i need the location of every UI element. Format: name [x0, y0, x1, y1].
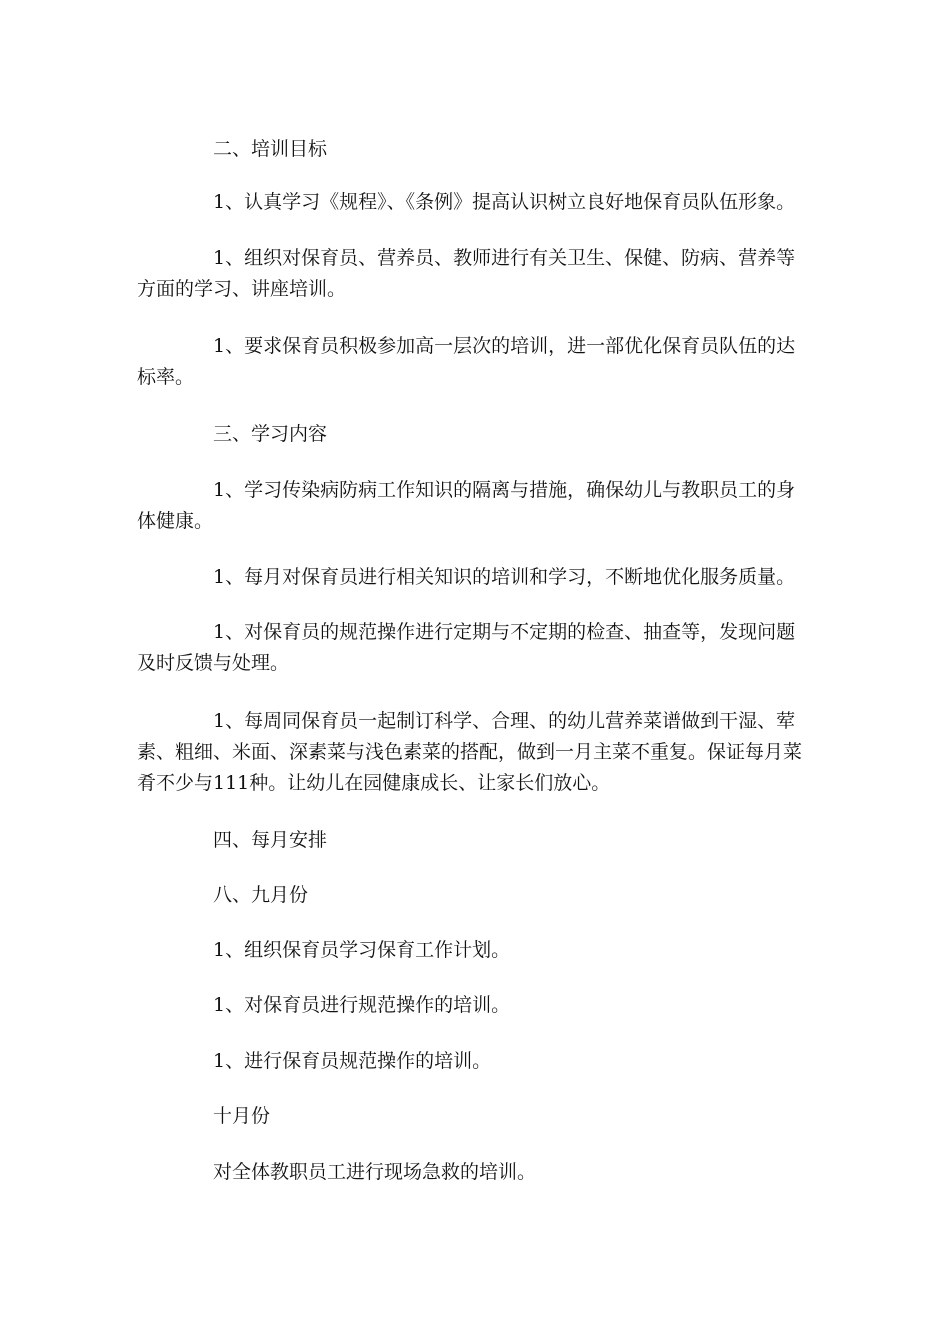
paragraph: 1、学习传染病防病工作知识的隔离与措施，确保幼儿与教职员工的身体健康。: [137, 479, 796, 532]
month-heading-october: 十月份: [213, 1105, 271, 1127]
section-heading-monthly-schedule: 四、每月安排: [213, 829, 328, 851]
month-heading-aug-sep: 八、九月份: [213, 884, 309, 906]
paragraph: 1、对保育员的规范操作进行定期与不定期的检查、抽查等，发现问题及时反馈与处理。: [137, 621, 796, 674]
section-heading-training-goals: 二、培训目标: [213, 138, 328, 160]
paragraph: 1、要求保育员积极参加高一层次的培训，进一部优化保育员队伍的达标率。: [137, 335, 796, 388]
paragraph: 1、每月对保育员进行相关知识的培训和学习，不断地优化服务质量。: [213, 566, 796, 588]
paragraph: 1、对保育员进行规范操作的培训。: [213, 994, 511, 1016]
section-heading-study-content: 三、学习内容: [213, 423, 328, 445]
paragraph: 对全体教职员工进行现场急救的培训。: [213, 1161, 537, 1183]
paragraph: 1、组织对保育员、营养员、教师进行有关卫生、保健、防病、营养等方面的学习、讲座培训。: [137, 247, 796, 300]
paragraph: 1、每周同保育员一起制订科学、合理、的幼儿营养菜谱做到干湿、荤素、粗细、米面、深素菜与浅色素菜的搭配，做到一月主菜不重复。保证每月菜肴不少与111种。让幼儿在园健康成长、让家长们放心。: [137, 710, 803, 794]
paragraph: 1、认真学习《规程》、《条例》提高认识树立良好地保育员队伍形象。: [213, 191, 796, 213]
paragraph: 1、组织保育员学习保育工作计划。: [213, 939, 511, 961]
paragraph: 1、进行保育员规范操作的培训。: [213, 1050, 492, 1072]
